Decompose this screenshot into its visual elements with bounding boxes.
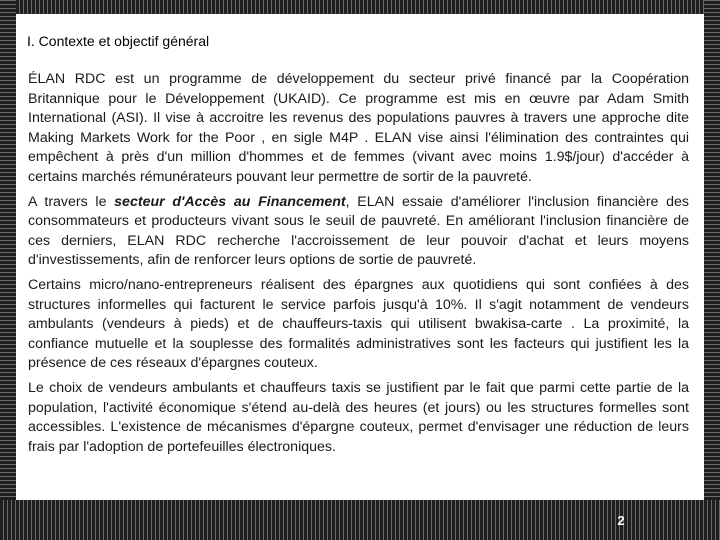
- emphasized-sector-name: secteur d'Accès au Financement: [114, 193, 346, 210]
- page-title: I. Contexte et objectif général: [27, 33, 210, 49]
- slide-frame-top: [0, 0, 720, 14]
- paragraph-financial-access-lead: A travers le: [28, 193, 115, 210]
- paragraph-financial-access: [28, 193, 689, 271]
- slide-frame-right: [704, 0, 720, 500]
- paragraph-informal-savings: Certains micro/nano-entrepreneurs réalisent des épargnes aux quotidiens qui sont confiées à des structures informelles qui facturent le service parfois jusqu'à 10%. Il s'agit notamment de vendeurs ambulants (vendeurs à pieds) et de chauffeurs-taxis qui utilisent bwakisa-carte . La proximité, la confiance mutuelle et la souplesse des formalités administratives sont les facteurs qui justifient les la présence de ces réseaux d'épargnes couteux.: [28, 276, 689, 372]
- paragraph-context: ÉLAN RDC est un programme de développement du secteur privé financé par la Coopération Britannique pour le Développement (UKAID). Ce programme est mis en œuvre par Adam Smith International (ASI). Il vise à accroitre les revenus des populations pauvres à travers une approche dite Making Markets Work for the Poor , en sigle M4P . ELAN vise ainsi l'élimination des contraintes qui empêchent à près d'un million d'hommes et de femmes (vivant avec moins 1.9$/jour) d'accéder à certains marchés rémunérateurs pouvant leur permettre de sortir de la pauvreté.: [28, 71, 689, 185]
- slide-frame-left: [0, 0, 16, 500]
- slide-content: [16, 14, 704, 500]
- slide-number: 2: [617, 513, 625, 528]
- slide-body: [28, 70, 689, 462]
- paragraph-financial-access-rest: , ELAN essaie d'améliorer l'inclusion financière des consommateurs et producteurs vivant sous le seuil de pauvreté. En améliorant l'inclusion financière de ces derniers, ELAN RDC recherche l'accroissement de leur pouvoir d'achat et leurs moyens d'investissements, afin de renforcer leurs options de sortie de pauvreté.: [28, 193, 689, 269]
- paragraph-target-choice: Le choix de vendeurs ambulants et chauffeurs taxis se justifient par le fait que parmi cette partie de la population, l'activité économique s'étend au-delà des heures (et jours) ou les structures formelles sont accessibles. L'existence de mécanismes d'épargne couteux, permet d'envisager une réduction de leurs frais par l'adoption de portefeuilles électroniques.: [28, 379, 689, 455]
